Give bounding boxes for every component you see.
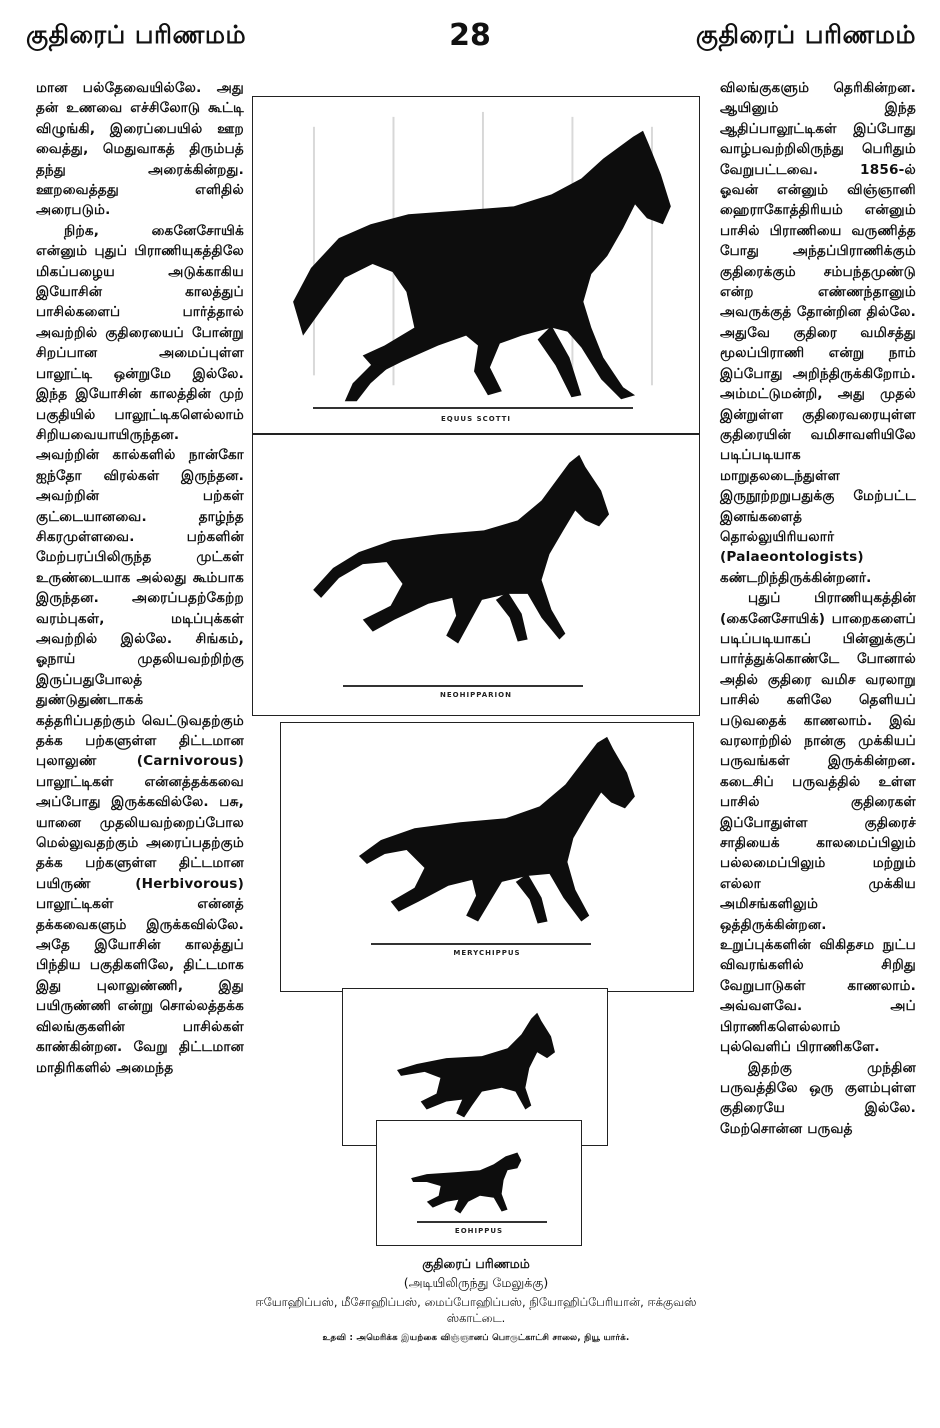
ground-line [371, 943, 591, 945]
running-head-right: குதிரைப் பரிணமம் [695, 20, 916, 49]
panel-label-equus: EQUUS SCOTTI [440, 415, 512, 423]
caption-title: குதிரைப் பரிணமம் [422, 1256, 530, 1271]
figure-caption [252, 1256, 700, 1344]
panel-label-merychippus: MERYCHIPPUS [453, 949, 521, 957]
caption-species-names: ஈயோஹிப்பஸ், மீசோஹிப்பஸ், மைப்போஹிப்பஸ், நியோஹிப்பேரியான், ஈக்குவஸ் ஸ்காட்டை. [255, 1295, 697, 1325]
page-number: 28 [449, 18, 491, 53]
panel-merychippus [280, 722, 694, 992]
panel-equus [252, 96, 700, 434]
left-paragraph-2: நிற்க, கைனேசோயிக் என்னும் புதுப் பிராணியுகத்திலே மிகப்பழைய அடுக்காகிய இயோசின் காலத்துப் பாசில்களைப் பார்த்தால் அவற்றில் குதிரையைப் போன்று சிறப்பான அமைப்புள்ள பாலூட்டி ஒன்றுமே இல்லே. இந்த இயோசின் காலத்தின் முற் பகுதியில் பாலூட்டிகளெல்லாம் சிறியவையாயிருந்தன. அவற்றின் கால்களில் நான்கோ ஐந்தோ விரல்கள் இருந்தன. அவற்றின் பற்கள் குட்டையானவை. தாழ்ந்த சிகரமுள்ளவை. பற்களின் மேற்பரப்பிலிருந்த முட்கள் உருண்டையாக அல்லது கூம்பாக இருந்தன. அரைப்பதற்கேற்ற வரம்புகள், மடிப்புக்கள் அவற்றில் இல்லே. சிங்கம், ஓநாய் முதலியவற்றிற்கு இருப்பதுபோலத் துண்டுதுண்டாகக் கத்தரிப்பதற்கும் வெட்டுவதற்கும் தக்க பற்களுள்ள திட்டமான புலாலுண் (Carnivorous) பாலூட்டிகள் என்னத்தக்கவை அப்போது இருக்கவில்லே. பசு, யானை முதலியவற்றைப்போல மெல்லுவதற்கும் அரைப்பதற்கும் தக்க பற்களுள்ள திட்டமான பயிருண் (Herbivorous) பாலூட்டிகள் என்னத் தக்கவைகளும் இருக்கவில்லே. அதே இயோசின் காலத்துப் பிந்திய பகுதிகளிலே, திட்டமாக இது புலாலுண்ணி, இது பயிருண்ணி என்று சொல்லத்தக்க விலங்குகளின் பாசில்கள் காண்கின்றன. வேறு திட்டமான மாதிரிகளில் அமைந்த [36, 222, 244, 1076]
panel-eohippus [376, 1120, 582, 1246]
right-paragraph-1: விலங்குகளும் தெரிகின்றன. ஆயினும் இந்த ஆதிப்பாலூட்டிகள் இப்போது வாழ்பவற்றிலிருந்து பெரிதும் வேறுபட்டவை. 1856-ல் ஓவன் என்னும் விஞ்ஞானி ஹைராகோத்திரியம் என்னும் பாசில் பிராணியை வருணித்த போது அந்தப்பிராணிக்கும் குதிரைக்கும் சம்பந்தமுண்டு என்ற எண்ணந்தானும் அவருக்குத் தோன்றின தில்லே. அதுவே குதிரை வமிசத்து மூலப்பிராணி என்று நாம் இப்போது அறிந்திருக்கிறோம். அம்மட்டுமன்றி, அது முதல் இன்றுள்ள குதிரைவரையுள்ள குதிரையின் வமிசாவளியிலே படிப்படியாக மாறுதலடைந்துள்ள இருநூற்றறுபதுக்கு மேற்பட்ட இனங்களைத் தொல்லுயிரியலார் (Palaeontologists) கண்டறிந்திருக்கின்றனர். [720, 80, 916, 586]
ground-line [417, 1221, 547, 1223]
ground-line [313, 407, 633, 409]
panel-neohipparion [252, 434, 700, 716]
running-head-left: குதிரைப் பரிணமம் [26, 20, 247, 49]
horse-evolution-figure [252, 96, 700, 1252]
horse-silhouette-equus [253, 97, 699, 433]
right-paragraph-3: இதற்கு முந்தின பருவத்திலே ஒரு குளம்புள்ள குதிரையே இல்லே. மேற்சொன்ன பருவத் [720, 1059, 916, 1137]
panel-label-eohippus: EOHIPPUS [454, 1227, 504, 1235]
right-paragraph-2: புதுப் பிராணியுகத்தின் (கைனேசோயிக்) பாறைகளைப் படிப்படியாகப் பின்னுக்குப் பார்த்துக்கொண்டே போனால் அதில் குதிரை வமிச வரலாறு பாசில் களிலே தெளியப் படுவதைக் காணலாம். இவ் வரலாற்றில் நான்கு முக்கியப் பருவங்கள் இருக்கின்றன. கடைசிப் பருவத்தில் உள்ள பாசில் குதிரைகள் இப்போதுள்ள குதிரைச் சாதியைக் காலமைப்பிலும் பல்லமைப்பிலும் மற்றும் எல்லா முக்கிய அமிசங்களிலும் ஒத்திருக்கின்றன. உறுப்புக்களின் விகிதசம நுட்ப விவரங்களில் சிறிது வேறுபாடுகள் காணலாம். அவ்வளவே. அப் பிராணிகளெல்லாம் புல்வெளிப் பிராணிகளே. [720, 590, 916, 1056]
ground-line [343, 685, 583, 687]
left-text-column [36, 78, 244, 1078]
right-text-column [720, 78, 916, 1139]
panel-label-neohipparion: NEOHIPPARION [440, 691, 512, 699]
caption-subtitle: (அடியிலிருந்து மேலுக்கு) [403, 1275, 549, 1290]
left-paragraph-1: மான பல்தேவையில்லே. அது தன் உணவை எச்சிலோடு கூட்டி விழுங்கி, இரைப்பையில் ஊற வைத்து, மெதுவாகத் திரும்பத் தந்து அரைக்கின்றது. ஊறவைத்தது எளிதில் அரைபடும். [36, 80, 244, 219]
caption-credit: உதவி : அமெரிக்க இயற்கை விஞ்ஞானப் பொருட்காட்சி சாலை, நியூ யார்க். [322, 1333, 630, 1343]
horse-silhouette-neohipparion [253, 435, 699, 715]
